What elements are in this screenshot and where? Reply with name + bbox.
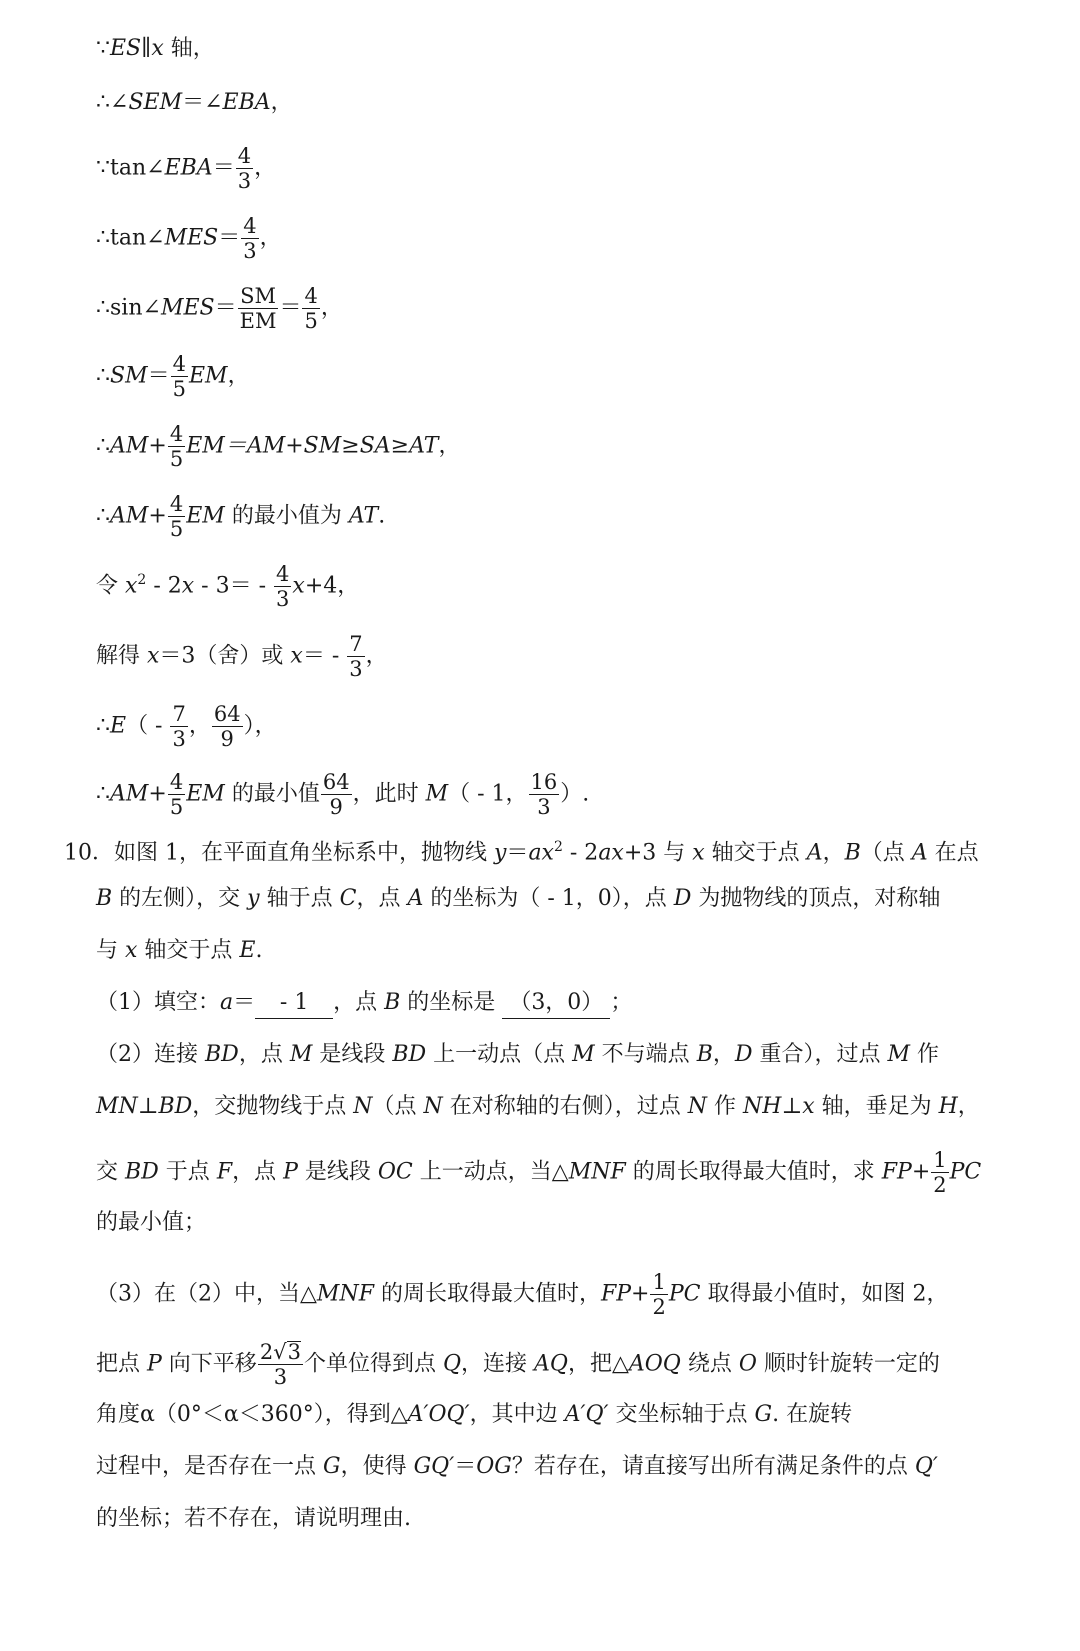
solution-line-12: ∴AM+ $\frac{4}{5}$ EM 的最小值 $\frac{64}{9}$ ，此时 M（ - 1， $\frac{16}{3}$ ）. [96, 770, 590, 819]
part-3-line-1: （3）在（2）中，当△MNF 的周长取得最大值时，FP+ $\frac{1}{2}$ PC 取得最小值时，如图 2， [96, 1270, 949, 1319]
fraction: $\frac{4}{5}$ [304, 284, 318, 333]
fraction: $\frac{7}{3}$ [172, 702, 186, 751]
question-10-line-1: 10．如图 1，在平面直角坐标系中，抛物线 $y=ax^2 - 2ax+3$ 与 x 轴交于点 A，B（点 A 在点 [64, 839, 979, 866]
solution-line-6: ∴SM＝ $\frac{4}{5}$ EM， [96, 352, 250, 401]
fraction: $\frac{7}{3}$ [349, 632, 363, 681]
fraction: $\frac{4}{5}$ [169, 492, 184, 541]
question-10-line-2: B 的左侧），交 y 轴于点 C，点 A 的坐标为（ - 1，0），点 D 为抛物线的顶点，对称轴 [96, 886, 941, 911]
solution-line-8: ∴AM+ $\frac{4}{5}$ EM 的最小值为 AT. [96, 492, 386, 541]
question-10-line-3: 与 x 轴交于点 E. [96, 938, 263, 963]
fraction: $\frac{4}{3}$ [276, 562, 290, 611]
fraction: $\frac{64}{9}$ [322, 770, 350, 819]
part-2-line-2: MN⊥BD，交抛物线于点 N（点 N 在对称轴的右侧），过点 N 作 NH⊥x 轴，垂足为 H， [96, 1094, 980, 1119]
fraction: $\frac{1}{2}$ [652, 1270, 666, 1319]
solution-line-9: 令 $x^2 - 2x - 3=$ - $\frac{4}{3}$ x+4， [96, 562, 360, 611]
fraction: $\frac{64}{9}$ [213, 702, 241, 751]
fraction: $\frac{SM}{EM}$ [239, 284, 277, 333]
solution-line-2: ∴∠SEM＝∠EBA， [96, 90, 293, 115]
part-3-line-3: 角度α（0°＜α＜360°），得到△A′OQ′，其中边 A′Q′ 交坐标轴于点 G. 在旋转 [96, 1402, 853, 1427]
part-3-line-2: 把点 P 向下平移 $\frac{2√3}{3}$ 个单位得到点 Q，连接 AQ，把△AOQ 绕点 O 顺时针旋转一定的 [96, 1340, 940, 1389]
answer-blank-a: - 1 [255, 988, 333, 1019]
solution-line-3: ∵tan∠EBA＝ $\frac{4}{3}$ ， [96, 144, 277, 193]
fraction: $\frac{4}{5}$ [169, 770, 184, 819]
fraction: $\frac{1}{2}$ [933, 1148, 947, 1197]
fraction-sqrt: $\frac{2√3}{3}$ [259, 1340, 301, 1389]
part-3-line-5: 的坐标；若不存在，请说明理由. [96, 1506, 411, 1531]
part-2-line-4: 的最小值； [96, 1210, 207, 1235]
solution-line-7: ∴AM+ $\frac{4}{5}$ EM＝AM+SM≥SA≥AT， [96, 422, 461, 471]
fraction: $\frac{16}{3}$ [530, 770, 558, 819]
fraction: $\frac{4}{3}$ [237, 144, 252, 193]
part-3-line-4: 过程中，是否存在一点 G，使得 GQ′＝OG？若存在，请直接写出所有满足条件的点 Q′ [96, 1454, 938, 1479]
solution-line-10: 解得 x＝3（舍）或 x＝ - $\frac{7}{3}$ ， [96, 632, 388, 681]
part-2-line-1: （2）连接 BD，点 M 是线段 BD 上一动点（点 M 不与端点 B，D 重合），过点 M 作 [96, 1042, 940, 1067]
part-2-line-3: 交 BD 于点 F，点 P 是线段 OC 上一动点，当△MNF 的周长取得最大值时，求 FP+ $\frac{1}{2}$ PC [96, 1148, 982, 1197]
solution-line-1: ∵ES∥x 轴， [96, 36, 215, 61]
solution-line-4: ∴tan∠MES＝ $\frac{4}{3}$ ， [96, 214, 282, 263]
part-1-fill-in: （1）填空：a＝ - 1 ，点 B 的坐标是 （3，0） ； [96, 988, 632, 1019]
solution-line-5: ∴sin∠MES＝ $\frac{SM}{EM}$ ＝ $\frac{4}{5}$ ， [96, 284, 343, 333]
solution-line-11: ∴E（ - $\frac{7}{3}$ ， $\frac{64}{9}$ ）， [96, 702, 277, 751]
fraction: $\frac{4}{5}$ [172, 352, 186, 401]
fraction: $\frac{4}{3}$ [243, 214, 257, 263]
answer-blank-b: （3，0） [502, 988, 610, 1019]
fraction: $\frac{4}{5}$ [169, 422, 184, 471]
